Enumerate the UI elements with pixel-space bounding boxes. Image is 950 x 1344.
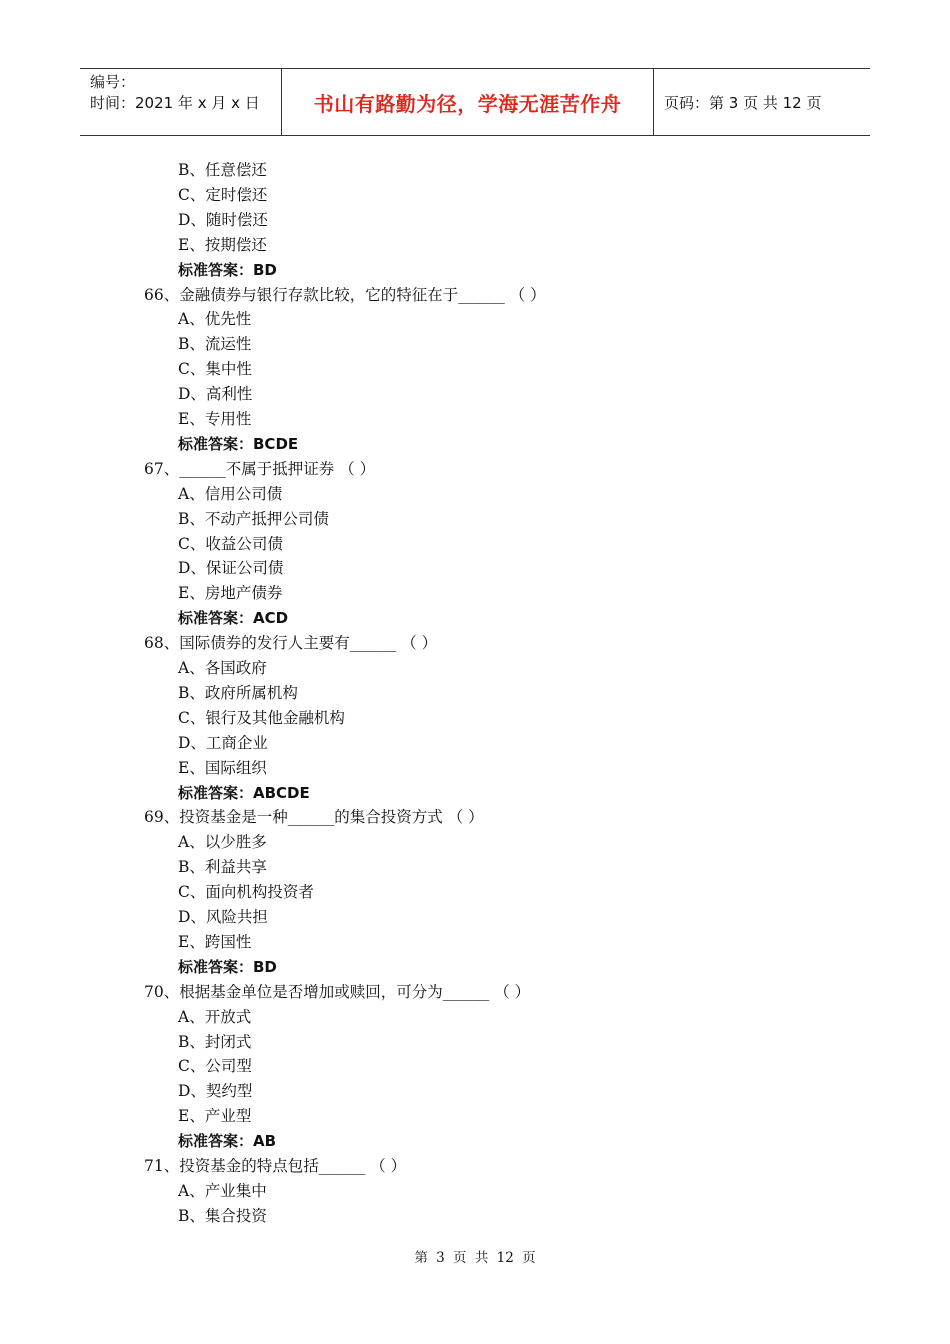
answer-option: B、利益共享: [178, 858, 267, 877]
answer-option: D、保证公司债: [178, 559, 284, 578]
answer-option: D、风险共担: [178, 908, 268, 926]
answer-option: A、信用公司债: [178, 484, 283, 503]
answer-option: E、专用性: [178, 410, 252, 428]
time-label: 时间：2021 年 x 月 x 日: [90, 94, 260, 112]
answer-option: C、面向机构投资者: [178, 883, 314, 902]
question-stem: 67、______不属于抵押证券 （ ）: [144, 459, 376, 478]
answer-option: C、定时偿还: [178, 185, 268, 204]
answer-option: B、任意偿还: [178, 161, 267, 179]
answer-option: E、产业型: [178, 1107, 252, 1126]
answer-option: D、随时偿还: [178, 210, 268, 229]
page-footer: 第 3 页 共 12 页: [414, 1250, 536, 1266]
question-stem: 70、根据基金单位是否增加或赎回，可分为______ （ ）: [144, 982, 531, 1001]
answer-option: E、房地产债券: [178, 584, 283, 603]
standard-answer: 标准答案：BD: [178, 957, 277, 976]
answer-option: D、工商企业: [178, 733, 268, 752]
answer-option: A、开放式: [178, 1007, 252, 1026]
standard-answer: 标准答案：ABCDE: [178, 783, 310, 802]
answer-option: B、集合投资: [178, 1206, 267, 1225]
standard-answer: 标准答案：AB: [178, 1132, 277, 1151]
answer-option: A、产业集中: [178, 1181, 267, 1200]
answer-option: B、不动产抵押公司债: [178, 509, 329, 528]
question-stem: 68、国际债券的发行人主要有______ （ ）: [144, 634, 438, 653]
answer-option: E、国际组织: [178, 758, 267, 777]
answer-option: C、公司型: [178, 1057, 252, 1076]
header-motto: 书山有路勤为径，学海无涯苦作舟: [282, 69, 654, 135]
answer-option: D、高利性: [178, 385, 253, 404]
answer-option: E、按期偿还: [178, 235, 267, 254]
question-stem: 69、投资基金是一种______的集合投资方式 （ ）: [144, 808, 484, 827]
standard-answer: 标准答案：BCDE: [178, 434, 299, 453]
answer-option: D、契约型: [178, 1082, 253, 1101]
answer-option: C、集中性: [178, 360, 252, 379]
header-page-info: 页码：第 3 页 共 12 页: [664, 93, 822, 112]
question-stem: 66、金融债券与银行存款比较，它的特征在于______ （ ）: [144, 285, 546, 304]
answer-option: C、收益公司债: [178, 534, 283, 553]
answer-option: B、流运性: [178, 335, 252, 354]
answer-option: A、优先性: [178, 310, 252, 329]
header-meta: [80, 69, 282, 135]
answer-option: A、各国政府: [178, 659, 267, 677]
standard-answer: 标准答案：ACD: [178, 609, 289, 628]
question-stem: 71、投资基金的特点包括______ （ ）: [144, 1157, 407, 1175]
page-header: [80, 68, 870, 136]
answer-option: B、封闭式: [178, 1032, 252, 1051]
number-label: 编号：: [90, 73, 136, 91]
answer-option: E、跨国性: [178, 932, 252, 951]
answer-option: C、银行及其他金融机构: [178, 708, 345, 727]
standard-answer: 标准答案：BD: [178, 260, 277, 279]
answer-option: A、以少胜多: [178, 833, 267, 852]
answer-option: B、政府所属机构: [178, 683, 298, 702]
